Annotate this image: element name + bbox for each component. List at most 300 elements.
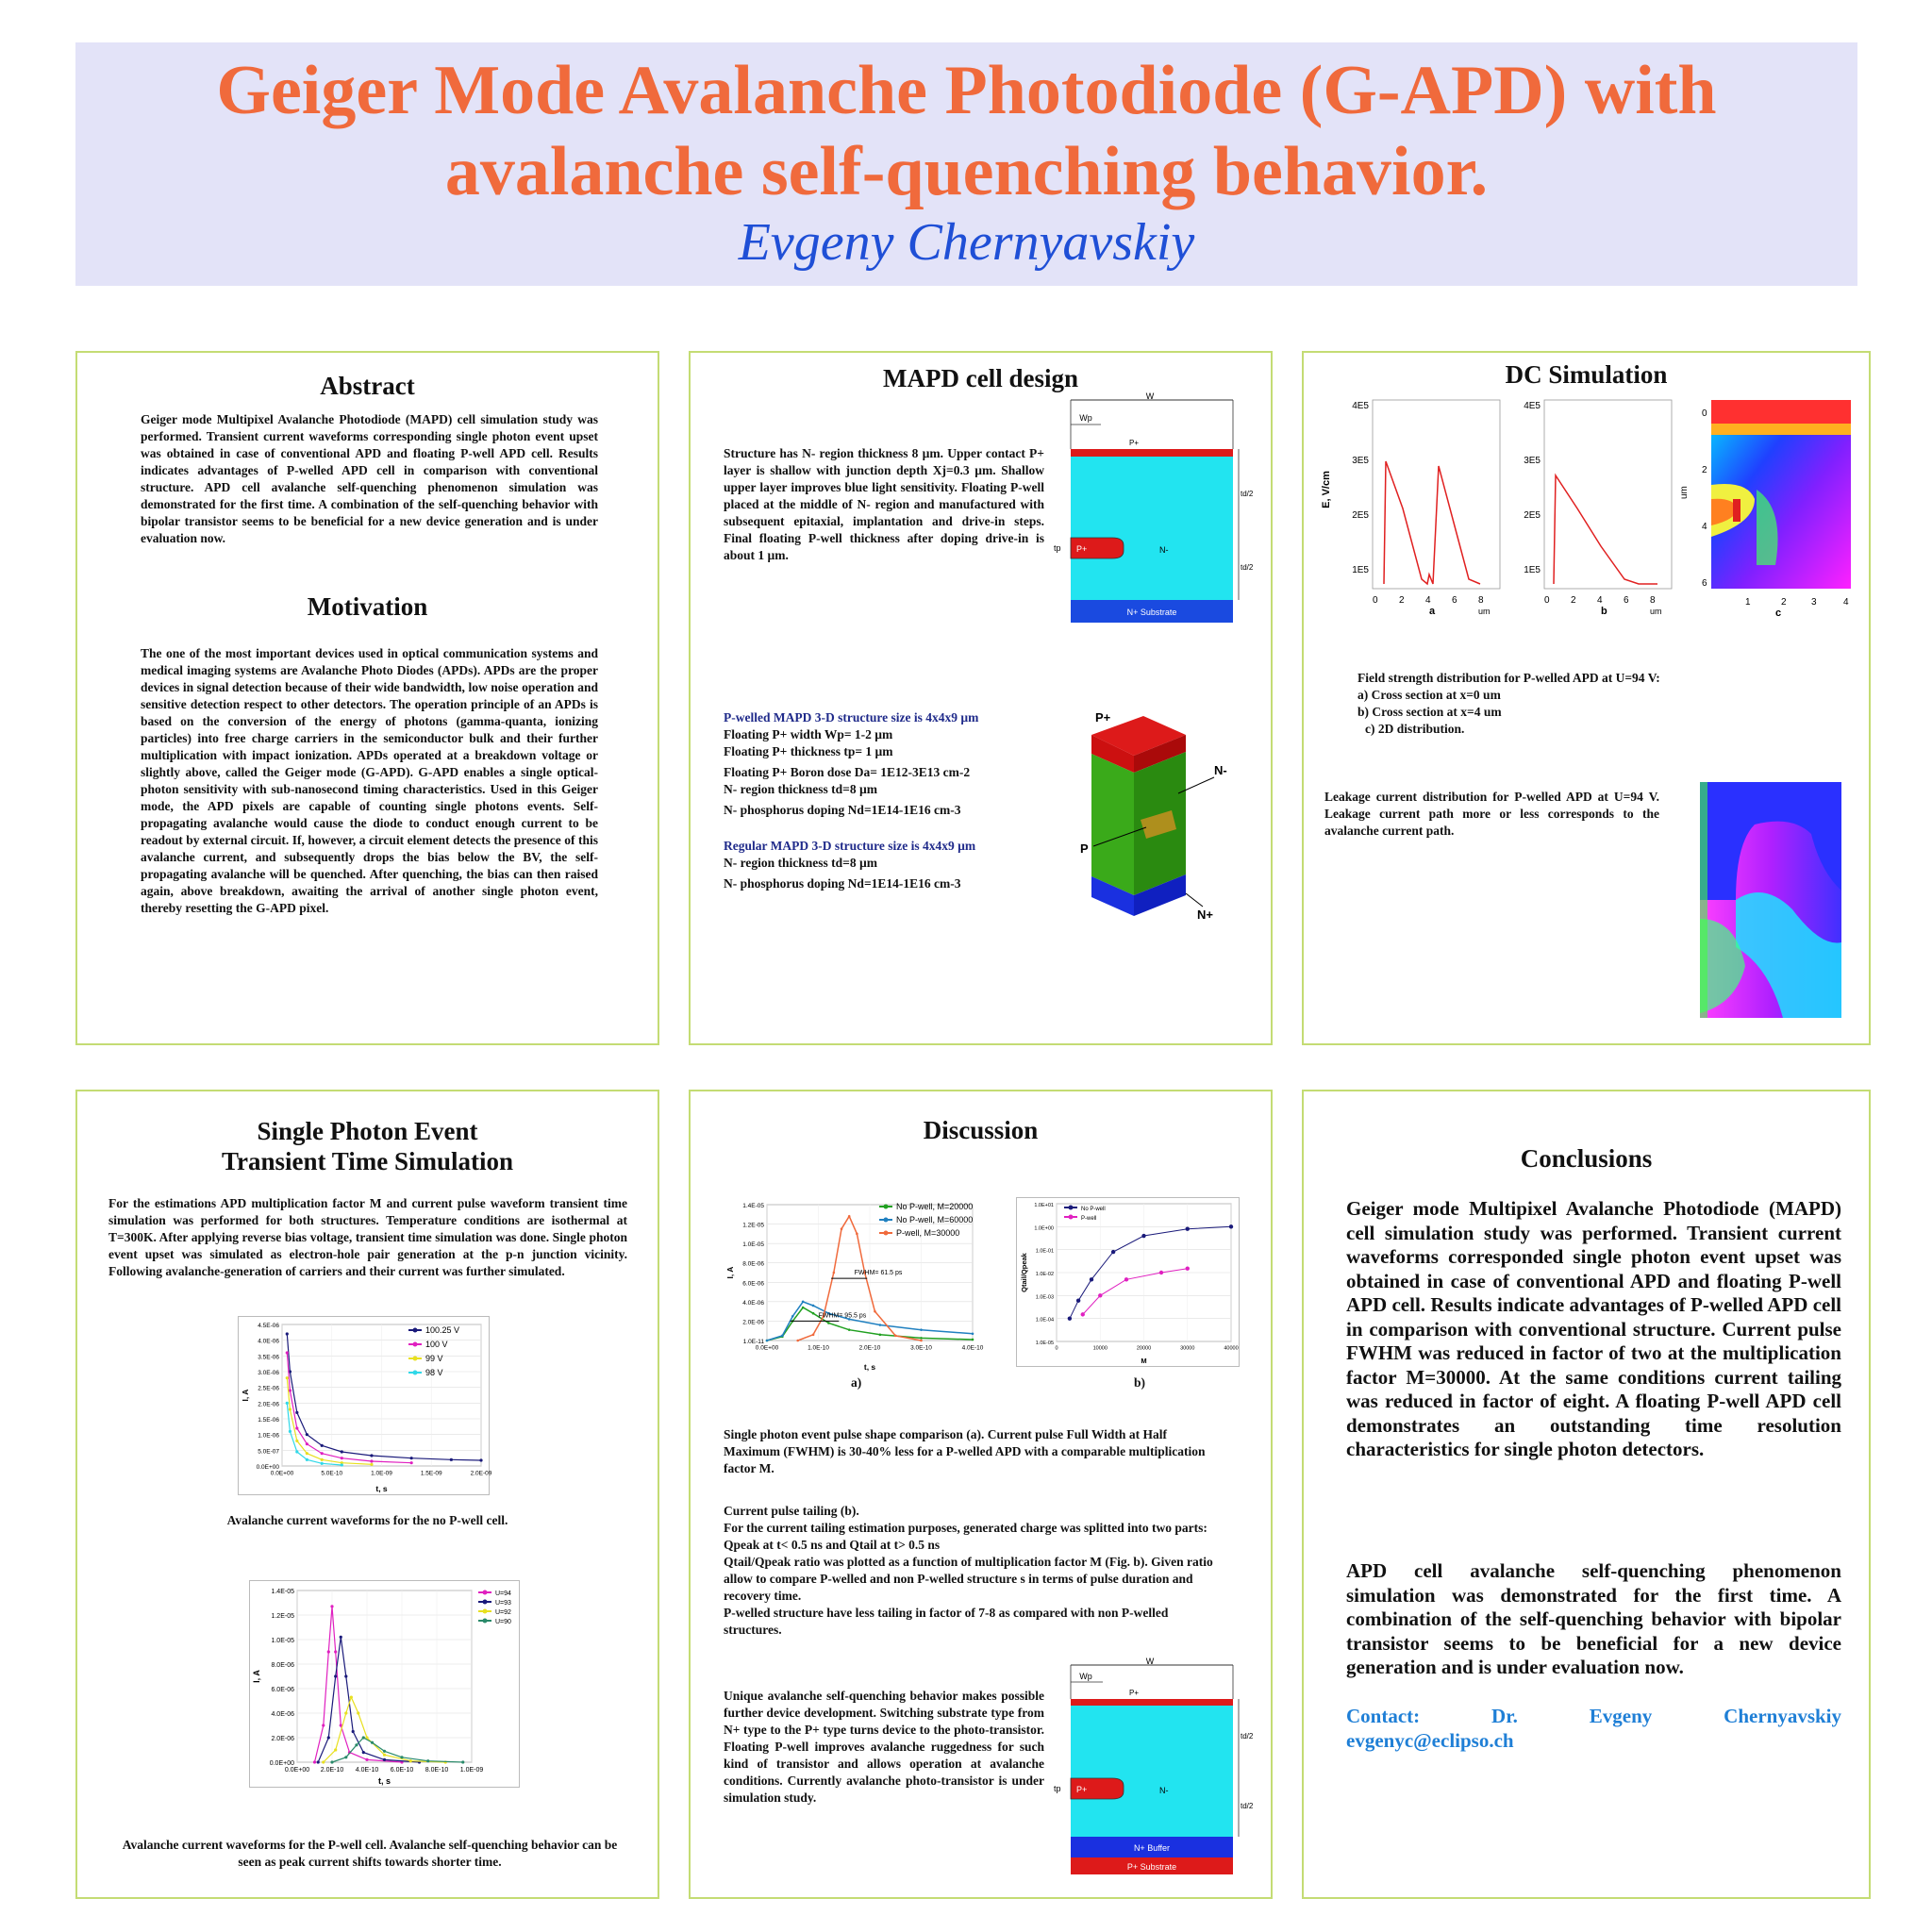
- data-point: [334, 1674, 337, 1677]
- y-tick-label: 4.5E-06: [258, 1323, 279, 1329]
- x-tick-label: 2.0E-10: [858, 1344, 881, 1352]
- legend-marker: [413, 1342, 418, 1347]
- pplus-layer: [1071, 449, 1233, 457]
- x-tick-label: 0.0E+00: [270, 1470, 294, 1477]
- dc-xtick: 0: [1544, 595, 1550, 606]
- x-tick-label: 1.0E-10: [808, 1344, 829, 1352]
- dc-field-caption: [1357, 670, 1660, 738]
- data-point: [362, 1736, 365, 1739]
- data-point: [295, 1450, 298, 1453]
- y-tick-label: 1.2E-05: [271, 1613, 294, 1620]
- x-tick-label: 30000: [1180, 1345, 1195, 1352]
- data-point: [289, 1430, 291, 1433]
- dc-ytick: 4E5: [1524, 401, 1541, 411]
- nminus-region: [1071, 457, 1233, 600]
- data-point: [371, 1741, 374, 1744]
- annotation-label: FWHM= 61.5 ps: [854, 1270, 903, 1277]
- dc-caption-line: b) Cross section at x=4 um: [1357, 705, 1502, 719]
- discussion-chart-b: [1016, 1197, 1240, 1367]
- x-tick-label: 8.0E-10: [425, 1767, 449, 1774]
- y-tick-label: 6.0E-06: [742, 1280, 764, 1288]
- pwell-spec-line: Floating P+ Boron dose Da= 1E12-3E13 cm-2: [724, 765, 971, 779]
- data-point: [317, 1760, 320, 1763]
- spe-heading-line-2: Transient Time Simulation: [221, 1147, 514, 1175]
- discussion-para-2-line: P-welled structure have less tailing in factor of 7-8 as compared with non P-welled structures.: [724, 1606, 1169, 1637]
- data-point: [894, 1335, 897, 1338]
- spe-no-pwell-chart: [238, 1316, 490, 1495]
- discussion-label-a: a): [851, 1375, 862, 1390]
- contact-name: Contact: Dr. Evgeny Chernyavskiy: [1346, 1705, 1841, 1727]
- data-point: [286, 1332, 289, 1335]
- legend-marker: [483, 1600, 488, 1605]
- data-point: [341, 1457, 343, 1459]
- dc-xtick: 4: [1425, 595, 1431, 606]
- data-point: [874, 1310, 876, 1313]
- dc-ytick: 1E5: [1352, 565, 1369, 575]
- legend-marker: [413, 1357, 418, 1361]
- legend-marker: [483, 1591, 488, 1595]
- data-point: [812, 1312, 815, 1315]
- x-tick-label: 1.0E-09: [371, 1470, 392, 1477]
- title-line-2: avalanche self-quenching behavior.: [444, 133, 1489, 210]
- pt-diagram-wp-label: Wp: [1079, 1672, 1092, 1681]
- mapd-3d-structure: [1073, 707, 1261, 933]
- legend-label: No P-well, M=60000: [896, 1215, 974, 1224]
- dc-xtick: 6: [1624, 595, 1629, 606]
- dc-plot-a: [1352, 400, 1500, 617]
- data-point: [1124, 1277, 1128, 1281]
- data-point: [841, 1227, 843, 1230]
- legend-marker: [483, 1619, 488, 1624]
- abstract-text: Geiger mode Multipixel Avalanche Photodiode (MAPD) cell simulation study was performed. Transient current waveforms corresponding single photon event upset was obtained in case of conventional APD and floating P-well APD cell. Results indicates advantages of P-welled APD cell in comparison with conventional structure. APD cell avalanche self-quenching phenomenon simulation was demonstrated for the first time. A combination of the self-quenching behavior with bipolar transistor seems to be beneficial for a new device generation and is under evaluation now.: [141, 412, 598, 545]
- pwell-spec-line: N- region thickness td=8 µm: [724, 782, 877, 796]
- pt-diagram-pplus-box-label: P+: [1076, 1785, 1088, 1794]
- discussion-para-3: Unique avalanche self-quenching behavior makes possible further device development. Switching substrate type from N+ type to the P+ type turns device to the photo-transistor. Floating P-well improves avalanche ruggedness for such kind of transistor and allows operation at avalanche conditions. Currently avalanche photo-transistor is under simulation study.: [724, 1689, 1044, 1805]
- pt-diagram-td2b-label: td/2: [1241, 1802, 1254, 1810]
- dc-ytick: 4E5: [1352, 401, 1369, 411]
- dc-c-xtick: 1: [1745, 597, 1751, 608]
- dc-ytick: 3E5: [1352, 456, 1369, 466]
- data-point: [972, 1339, 974, 1341]
- data-point: [289, 1389, 291, 1391]
- data-point: [812, 1305, 815, 1307]
- data-point: [920, 1337, 923, 1340]
- data-point: [879, 1334, 882, 1337]
- dc-ytick: 2E5: [1524, 510, 1541, 521]
- data-point: [461, 1760, 464, 1763]
- diagram-w-label: W: [1145, 391, 1155, 401]
- dc-panel: [1302, 351, 1871, 1045]
- x-tick-label: 5.0E-10: [321, 1470, 343, 1477]
- mapd-text: Structure has N- region thickness 8 µm. Upper contact P+ layer is shallow with junction depth Xj=0.3 µm. Shallow upper layer improves blue light sensitivity. Floating P-well placed at the middle of N- region and manufactured with subsequent epitaxial, implantation and drive-in steps. Final floating P-well thickness after doping drive-in is about 1 µm.: [724, 446, 1044, 562]
- y-tick-label: 1.0E-05: [271, 1638, 294, 1644]
- data-point: [410, 1457, 413, 1459]
- data-point: [1186, 1226, 1190, 1230]
- x-tick-label: 40000: [1224, 1345, 1239, 1352]
- data-point: [791, 1315, 794, 1318]
- data-point: [286, 1376, 289, 1379]
- y-tick-label: 1.0E-11: [742, 1339, 764, 1345]
- dc-xtick: 6: [1452, 595, 1457, 606]
- data-point: [781, 1335, 784, 1338]
- pt-diagram-buffer-label: N+ Buffer: [1133, 1843, 1171, 1853]
- dc-curve-a: [1384, 461, 1480, 584]
- x-tick-label: 0.0E+00: [284, 1767, 310, 1774]
- dc-xtick: 4: [1597, 595, 1603, 606]
- data-point: [920, 1340, 923, 1342]
- dc-xtick: 2: [1399, 595, 1405, 606]
- abstract-heading: Abstract: [320, 372, 415, 400]
- pt-diagram-w-label: W: [1145, 1657, 1155, 1666]
- data-point: [344, 1711, 347, 1714]
- data-point: [313, 1760, 316, 1763]
- data-point: [306, 1452, 308, 1455]
- y-axis-label: I, A: [725, 1266, 735, 1279]
- discussion-para-2-line: Qpeak at t< 0.5 ns and Qtail at t> 0.5 ns: [724, 1538, 941, 1552]
- data-point: [289, 1407, 291, 1410]
- data-point: [295, 1440, 298, 1442]
- data-point: [321, 1458, 324, 1461]
- legend-label: 99 V: [425, 1354, 443, 1363]
- mapd-panel: [689, 351, 1273, 1045]
- discussion-heading: Discussion: [923, 1116, 1039, 1144]
- y-tick-label: 1.0E+01: [1034, 1203, 1054, 1208]
- x-tick-label: 1.0E-09: [459, 1767, 484, 1774]
- discussion-panel: [689, 1090, 1273, 1899]
- dc-2d-distribution: [1681, 395, 1860, 622]
- spe-panel: [75, 1090, 659, 1899]
- discussion-para-2-line: Current pulse tailing (b).: [724, 1504, 859, 1518]
- spe-heading: [77, 1116, 658, 1176]
- dc-curve-b: [1554, 475, 1657, 584]
- legend-marker: [413, 1371, 418, 1375]
- y-tick-label: 1.4E-05: [271, 1589, 294, 1595]
- cube-nplus-label: N+: [1197, 908, 1213, 922]
- x-tick-label: 6.0E-10: [390, 1767, 414, 1774]
- diagram-nminus-label: N-: [1159, 545, 1169, 555]
- spe-caption-1: Avalanche current waveforms for the no P-well cell.: [226, 1513, 508, 1527]
- y-tick-label: 1.0E-02: [1035, 1272, 1054, 1277]
- dc-c-xtick: 4: [1843, 597, 1849, 608]
- conclusions-heading: Conclusions: [1520, 1144, 1653, 1173]
- discussion-para-2-line: For the current tailing estimation purposes, generated charge was splitted into two parts:: [724, 1521, 1208, 1535]
- data-point: [341, 1450, 343, 1453]
- dc-field-plots: [1318, 395, 1676, 622]
- data-point: [370, 1463, 373, 1466]
- y-tick-label: 1.2E-05: [742, 1222, 764, 1229]
- x-axis-label: t, s: [375, 1484, 388, 1493]
- motivation-text: The one of the most important devices used in optical communication systems and medical imaging systems are Avalanche Photo Diodes (APDs). APDs are the proper devices in signal detection because of their wide bandwidth, low noise operation and sensitive detection respect to other detectors. The operation principle of an APDs is based on the conversion of the energy of photons (gamma-quanta, ionizing particles) into free charge carriers in the semiconductor bulk and their further multiplication with impact ionization. APDs operated at a breakdown voltage or slightly above, called the Geiger mode (G-APD). G-APD enables a single optical-photon sensitivity with sub-nanosecond timing characteristics. Used in this Geiger mode, the APD pixels are capable of counting single photons events. Self-propagating avalanche would cause the diode to conduct enough current to be readout by external circuit. If, however, a circuit element detects the presence of this avalanche current, and subsequently drops the bias below the BV, the self-propagating avalanche will be quenched. After quenching, the bias can then raised again, above breakdown, awaiting the arrival of another single photon event, thereby resetting the G-APD pixel.: [141, 646, 598, 915]
- data-point: [334, 1650, 337, 1653]
- y-tick-label: 3.0E-06: [258, 1370, 279, 1376]
- annotation-label: FWHM= 95.5 ps: [818, 1312, 867, 1320]
- y-tick-label: 1.0E-03: [1035, 1294, 1054, 1301]
- x-tick-label: 2.0E-09: [470, 1470, 492, 1477]
- cube-p-label: P: [1080, 841, 1089, 856]
- contact-block: [1346, 1705, 1841, 1753]
- data-point: [321, 1452, 324, 1455]
- abstract-panel: [75, 351, 659, 1045]
- y-axis-label: I, A: [241, 1389, 250, 1402]
- data-point: [352, 1730, 355, 1733]
- spe-heading-line-1: Single Photon Event: [257, 1117, 478, 1145]
- x-tick-label: 2.0E-10: [320, 1767, 344, 1774]
- y-tick-label: 2.5E-06: [258, 1385, 279, 1392]
- y-tick-label: 8.0E-06: [742, 1260, 764, 1268]
- y-tick-label: 4.0E-06: [271, 1711, 294, 1718]
- data-point: [879, 1324, 882, 1326]
- data-point: [920, 1328, 923, 1331]
- legend-label: U=92: [495, 1609, 511, 1616]
- title-line-1: Geiger Mode Avalanche Photodiode (G-APD) with: [216, 52, 1717, 129]
- data-point: [370, 1454, 373, 1457]
- data-point: [1076, 1299, 1080, 1303]
- data-point: [410, 1461, 413, 1464]
- poster-author: Evgeny Chernyavskiy: [738, 213, 1195, 272]
- y-tick-label: 2.0E-06: [271, 1736, 294, 1742]
- diagram-td2b-label: td/2: [1241, 563, 1254, 572]
- data-point: [1186, 1267, 1190, 1271]
- spe-pwell-chart: [249, 1580, 520, 1788]
- conclusions-para-1: Geiger mode Multipixel Avalanche Photodiode (MAPD) cell simulation study was performed. Transient current waveforms corresponded single photon event upset was obtained in case of conventional APD and floating P-well APD cell. Results indicate advantages of P-welled APD cell in comparison with conventional structure. Current pulse FWHM was reduced in factor of two at the multiplication factor M=30000. At the same conditions current tailing was reduced in factor of eight. A floating P-well APD cell demonstrates an outstanding time resolution characteristics for single photon detectors.: [1346, 1197, 1841, 1460]
- legend-marker: [884, 1205, 889, 1209]
- legend-marker: [413, 1328, 418, 1333]
- dc-c-ytick: 4: [1702, 522, 1707, 532]
- legend-label: U=93: [495, 1600, 511, 1607]
- y-tick-label: 3.5E-06: [258, 1354, 279, 1361]
- dc-ytick: 3E5: [1524, 456, 1541, 466]
- spe-text: For the estimations APD multiplication factor M and current pulse waveform transient time simulation was performed for both structures. Temperature conditions are isothermal at T=300K. After applying reverse bias voltage, transient time simulation was done. Single photon event upset was simulated as electron-hole pair generation at the p-n junction vicinity. Following avalanche-generation of carriers and their current was further simulated.: [108, 1196, 627, 1278]
- data-point: [295, 1411, 298, 1414]
- data-point: [1090, 1277, 1093, 1281]
- y-tick-label: 1.0E-04: [1035, 1317, 1054, 1324]
- dc-leakage-text: Leakage current distribution for P-welled APD at U=94 V. Leakage current path more or less corresponds to the avalanche current path.: [1324, 790, 1659, 838]
- legend-label: 100 V: [425, 1340, 448, 1349]
- data-point: [321, 1444, 324, 1447]
- discussion-chart-a: [724, 1197, 984, 1373]
- data-point: [426, 1759, 429, 1762]
- x-tick-label: 1.5E-09: [420, 1470, 442, 1477]
- dc-caption-line: a) Cross section at x=0 um: [1357, 688, 1501, 702]
- data-point: [330, 1605, 333, 1607]
- pwell-spec-line: Floating P+ width Wp= 1-2 µm: [724, 727, 893, 741]
- y-axis-label: Qtail/Qpeak: [1020, 1253, 1028, 1292]
- dc-plot-b-label: b: [1601, 606, 1607, 617]
- legend-marker: [884, 1231, 889, 1236]
- x-axis-label: M: [1141, 1357, 1147, 1365]
- data-point: [321, 1462, 324, 1465]
- y-tick-label: 4.0E-06: [258, 1338, 279, 1345]
- x-axis-label: t, s: [377, 1776, 391, 1786]
- pt-diagram-nminus-label: N-: [1159, 1786, 1169, 1795]
- conclusions-panel: [1302, 1090, 1871, 1899]
- legend-marker: [483, 1609, 488, 1614]
- x-tick-label: 4.0E-10: [355, 1767, 379, 1774]
- x-axis-label: t, s: [863, 1362, 876, 1372]
- data-point: [400, 1756, 403, 1758]
- data-point: [350, 1696, 353, 1699]
- y-tick-label: 1.0E+00: [1034, 1225, 1054, 1232]
- y-tick-label: 2.0E-06: [742, 1319, 764, 1326]
- legend-label: U=90: [495, 1619, 511, 1625]
- dc-plot-a-label: a: [1429, 606, 1436, 617]
- dc-caption-line: c) 2D distribution.: [1365, 722, 1465, 736]
- data-point: [362, 1751, 365, 1754]
- dc-ylabel: E, V/cm: [1321, 471, 1332, 508]
- data-point: [370, 1459, 373, 1462]
- data-point: [833, 1272, 836, 1274]
- data-point: [306, 1442, 308, 1445]
- dc-ytick: 2E5: [1352, 510, 1369, 521]
- data-point: [334, 1748, 337, 1751]
- data-point: [322, 1724, 325, 1726]
- data-point: [322, 1760, 325, 1763]
- cube-nminus-label: N-: [1214, 763, 1227, 777]
- dc-xtick: 2: [1571, 595, 1576, 606]
- x-tick-label: 0: [1055, 1345, 1058, 1352]
- y-tick-label: 1.0E-05: [1035, 1341, 1054, 1346]
- y-tick-label: 0.0E+00: [256, 1464, 279, 1471]
- data-point: [357, 1711, 359, 1714]
- dc-c-ytick: 6: [1702, 578, 1707, 589]
- y-tick-label: 1.0E-05: [742, 1241, 764, 1249]
- mapd-heading: MAPD cell design: [883, 364, 1078, 392]
- data-point: [306, 1433, 308, 1436]
- x-tick-label: 4.0E-10: [961, 1344, 984, 1352]
- data-point: [1229, 1224, 1233, 1228]
- x-tick-label: 10000: [1092, 1345, 1108, 1352]
- regular-spec-title: Regular MAPD 3-D structure size is 4x4x9 µm: [724, 839, 976, 853]
- y-tick-label: 1.0E-01: [1035, 1248, 1054, 1255]
- y-tick-label: 6.0E-06: [271, 1687, 294, 1693]
- data-point: [383, 1754, 386, 1757]
- dc-xunit: um: [1650, 607, 1662, 616]
- dc-c-ylabel: um: [1679, 486, 1690, 499]
- dc-c-ytick: 2: [1702, 465, 1707, 475]
- y-tick-label: 5.0E-07: [258, 1448, 279, 1456]
- data-point: [848, 1215, 851, 1218]
- y-tick-label: 1.4E-05: [742, 1203, 764, 1209]
- pwell-spec: [724, 709, 1063, 892]
- data-point: [295, 1426, 298, 1429]
- pwell-spec-line: Floating P+ thickness tp= 1 µm: [724, 744, 893, 758]
- diagram-wp-label: Wp: [1079, 413, 1092, 423]
- diagram-pplus-box-label: P+: [1076, 544, 1088, 554]
- data-point: [1111, 1250, 1115, 1254]
- data-point: [766, 1340, 769, 1342]
- legend-marker: [1069, 1215, 1074, 1220]
- data-point: [450, 1458, 453, 1461]
- mapd-cross-section-diagram: [1054, 391, 1254, 619]
- x-tick-label: 3.0E-10: [910, 1344, 932, 1352]
- data-point: [327, 1736, 330, 1739]
- contact-email[interactable]: evgenyc@eclipso.ch: [1346, 1728, 1514, 1752]
- data-point: [286, 1351, 289, 1354]
- pt-diagram-tp-label: tp: [1054, 1784, 1061, 1793]
- data-point: [409, 1759, 412, 1762]
- data-point: [1068, 1316, 1072, 1320]
- data-point: [340, 1636, 342, 1639]
- data-point: [802, 1307, 805, 1309]
- legend-label: P-well, M=30000: [896, 1228, 960, 1238]
- data-point: [344, 1674, 347, 1677]
- discussion-para-2: [724, 1503, 1224, 1639]
- data-point: [383, 1750, 386, 1753]
- dc-xtick: 8: [1478, 595, 1484, 606]
- dc-plot-b: [1524, 400, 1672, 617]
- dc-xtick: 8: [1650, 595, 1656, 606]
- dc-xunit: um: [1478, 607, 1491, 616]
- data-point: [330, 1760, 333, 1763]
- legend-label: 98 V: [425, 1368, 443, 1377]
- dc-xtick: 0: [1373, 595, 1378, 606]
- spe-caption-2: Avalanche current waveforms for the P-well cell. Avalanche self-quenching behavior can be seen as peak current shifts towards shorter time.: [122, 1838, 618, 1869]
- diagram-substrate-label: N+ Substrate: [1126, 608, 1177, 617]
- data-point: [1159, 1271, 1163, 1274]
- motivation-heading: Motivation: [307, 592, 428, 621]
- data-point: [383, 1758, 386, 1761]
- data-point: [355, 1743, 358, 1746]
- diagram-pplus-top-label: P+: [1129, 439, 1140, 447]
- data-point: [341, 1463, 343, 1466]
- data-point: [479, 1458, 482, 1461]
- pt-diagram-pplus-label: P+: [1129, 1689, 1140, 1697]
- regular-spec-line: N- phosphorus doping Nd=1E14-1E16 cm-3: [724, 876, 961, 891]
- legend-marker: [1069, 1206, 1074, 1210]
- phototransistor-diagram: [1054, 1657, 1254, 1874]
- legend-label: P-well: [1081, 1216, 1097, 1222]
- legend-label: 100.25 V: [425, 1325, 460, 1335]
- dc-c-xtick: 3: [1811, 597, 1817, 608]
- data-point: [344, 1756, 347, 1758]
- discussion-para-2-line: Qtail/Qpeak ratio was plotted as a function of multiplication factor M (Fig. b). Given ratio allow to compare P-welled and non P-welled structure s in terms of pulse duration and recovery time.: [724, 1555, 1213, 1603]
- plot-area: [297, 1591, 472, 1762]
- discussion-para-1: Single photon event pulse shape comparison (a). Current pulse Full Width at Half Maximum (FWHM) is 30-40% less for a P-welled APD with a comparable multiplication factor M.: [724, 1427, 1206, 1475]
- y-axis-label: I, A: [252, 1670, 261, 1683]
- discussion-label-b: b): [1134, 1375, 1146, 1390]
- dc-leakage-map: [1679, 777, 1849, 1032]
- pt-diagram-td2a-label: td/2: [1241, 1732, 1254, 1740]
- legend-label: No P-well, M=20000: [896, 1202, 974, 1211]
- data-point: [856, 1233, 858, 1236]
- dc-c-ytick: 0: [1702, 408, 1707, 419]
- poster-title: [75, 50, 1857, 212]
- cube-pplus-label: P+: [1095, 710, 1111, 724]
- data-point: [327, 1650, 330, 1653]
- data-point: [365, 1758, 368, 1761]
- x-tick-label: 20000: [1136, 1345, 1152, 1352]
- legend-label: U=94: [495, 1591, 511, 1597]
- x-tick-label: 0.0E+00: [755, 1344, 779, 1352]
- dc-caption-line: Field strength distribution for P-welled APD at U=94 V:: [1357, 671, 1660, 685]
- y-tick-label: 1.5E-06: [258, 1417, 279, 1424]
- poster-header: [75, 42, 1857, 286]
- data-point: [972, 1333, 974, 1336]
- dc-heading: DC Simulation: [1505, 360, 1668, 389]
- data-point: [827, 1322, 830, 1324]
- data-point: [1081, 1312, 1085, 1316]
- pt-nminus-region: [1071, 1706, 1233, 1837]
- y-tick-label: 4.0E-06: [742, 1299, 764, 1307]
- data-point: [306, 1458, 308, 1461]
- dc-plot-c-label: c: [1775, 608, 1782, 619]
- data-point: [812, 1334, 815, 1337]
- y-tick-label: 2.0E-06: [258, 1401, 279, 1408]
- pwell-spec-title: P-welled MAPD 3-D structure size is 4x4x9 µm: [724, 710, 979, 724]
- diagram-tp-label: tp: [1054, 543, 1061, 553]
- regular-spec-line: N- region thickness td=8 µm: [724, 856, 877, 870]
- data-point: [796, 1340, 799, 1342]
